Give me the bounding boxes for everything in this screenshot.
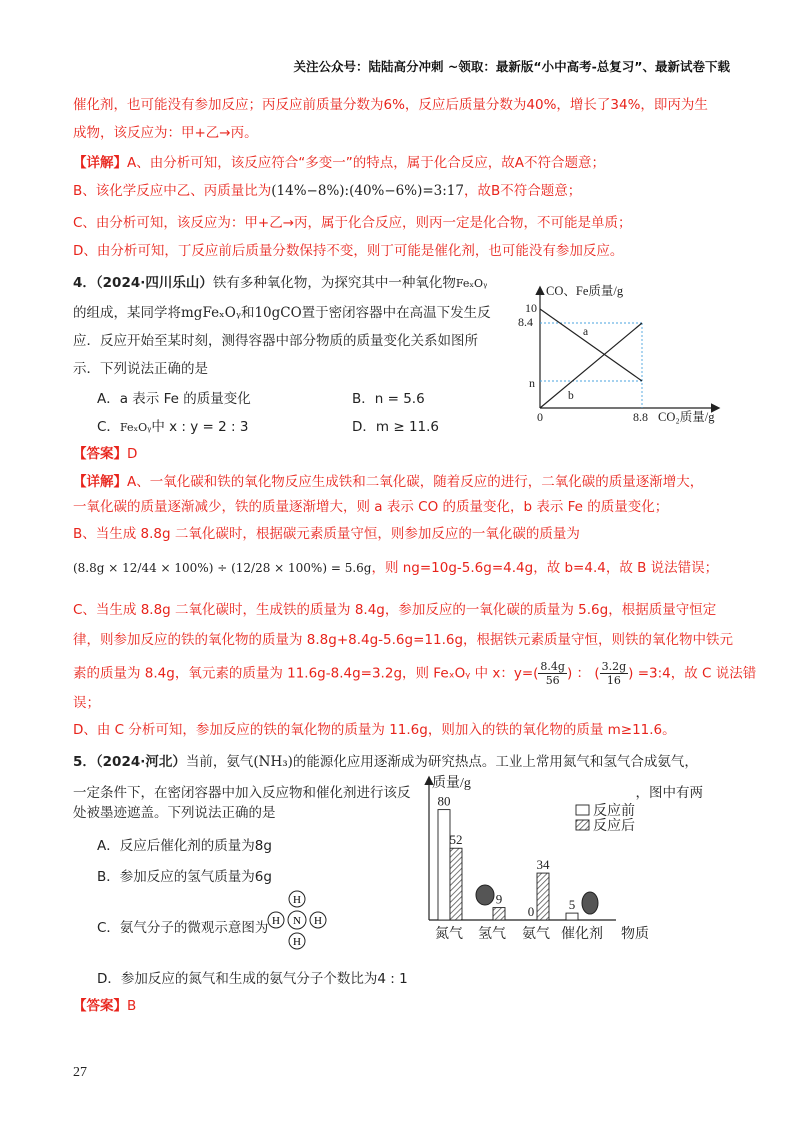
category-label-catalyst: 催化剂 bbox=[561, 927, 603, 942]
formula: mgFeₓOᵧ bbox=[181, 305, 241, 321]
q4-text: 铁有多种氧化物，为探究其中一种氧化物 bbox=[212, 275, 456, 291]
label-a: a bbox=[583, 326, 589, 338]
detail-line: C、由分析可知，该反应为：甲+乙→丙，属于化合反应，则丙一定是化合物，不可能是单质； bbox=[73, 215, 632, 231]
atom-label: H bbox=[314, 915, 322, 927]
x-tick-0: 0 bbox=[537, 410, 543, 424]
detail-text: 素的质量为 8.4g，氧元素的质量为 11.6g-8.4g=3.2g，则 FeₓOᵧ 中 x：y=( bbox=[73, 665, 539, 682]
legend-swatch-after bbox=[576, 820, 589, 830]
legend-label-after: 反应后 bbox=[593, 819, 635, 834]
detail-tag: 【详解】 bbox=[73, 474, 127, 490]
y-tick-n: n bbox=[529, 376, 535, 390]
atom-label: H bbox=[272, 915, 280, 927]
detail-text: ，故B不符合题意； bbox=[463, 183, 582, 199]
detail-line bbox=[73, 558, 718, 578]
detail-line: 律，则参加反应的铁的氧化物的质量为 8.8g+8.4g-5.6g=11.6g，根据铁元素质量守恒，则铁的氧化物中铁元 bbox=[73, 632, 734, 648]
q4-text: 置于密闭容器中在高温下发生反 bbox=[301, 305, 491, 321]
detail-text: A、由分析可知，该反应符合“多变一”的特点，属于化合反应，故A不符合题意； bbox=[127, 155, 605, 171]
detail-line bbox=[73, 660, 756, 687]
page-number: 27 bbox=[73, 1065, 87, 1080]
q4-source: （2024·四川乐山） bbox=[95, 275, 213, 291]
option-b[interactable]: B．参加反应的氢气质量为6g bbox=[97, 869, 272, 885]
bar-value-label: 5 bbox=[568, 897, 576, 913]
detail-text: ，则 ng=10g-5.6g=4.4g，故 b=4.4，故 B 说法错误； bbox=[371, 560, 719, 576]
q5-stem bbox=[73, 752, 698, 772]
q5-text: 一定条件下，在密闭容器中加入反应物和催化剂进行该反 bbox=[73, 785, 411, 801]
ratio-formula: (14%−8%):(40%−6%)=3:17 bbox=[271, 183, 464, 199]
line-b bbox=[540, 323, 642, 408]
q5-number: 5． bbox=[73, 754, 96, 770]
detail-text: ) ： ( bbox=[566, 665, 600, 682]
q4-number: 4． bbox=[73, 275, 96, 291]
q5-text: ，图中有两 bbox=[635, 785, 703, 801]
q4-stem: 示．下列说法正确的是 bbox=[73, 361, 208, 377]
detail-line: D、由 C 分析可知，参加反应的铁的氧化物的质量为 11.6g，则加入的铁的氧化物的质量 m≥11.6。 bbox=[73, 722, 676, 738]
bar-after-2 bbox=[537, 873, 549, 920]
analysis-line: 催化剂，也可能没有参加反应；丙反应前质量分数为6%，反应后质量分数为40%，增长了34%，即丙为生 bbox=[73, 97, 708, 113]
detail-line: C、当生成 8.8g 二氧化碳时，生成铁的质量为 8.4g，参加反应的一氧化碳的质量为 5.6g，根据质量守恒定 bbox=[73, 602, 717, 618]
q5-text: 当前，氨气 bbox=[185, 754, 254, 770]
option-b[interactable]: B．n = 5.6 bbox=[352, 391, 425, 407]
detail-text: A、一氧化碳和铁的氧化物反应生成铁和二氧化碳，随着反应的进行，二氧化碳的质量逐渐增大， bbox=[127, 474, 704, 490]
bar-value-label: 80 bbox=[437, 793, 451, 809]
ink-blot-hydrogen bbox=[476, 885, 494, 905]
answer-tag: 【答案】 bbox=[73, 446, 127, 462]
mass-change-chart bbox=[500, 278, 730, 438]
fraction-fe bbox=[538, 660, 567, 687]
bar-before-3 bbox=[566, 913, 578, 920]
x-tick-8-8: 8.8 bbox=[633, 410, 648, 424]
option-d[interactable]: D．m ≥ 11.6 bbox=[352, 419, 439, 435]
label-b: b bbox=[568, 390, 574, 402]
mass-bar-chart bbox=[418, 770, 668, 945]
fraction-denominator: 16 bbox=[606, 674, 621, 687]
detail-text: B、该化学反应中乙、丙质量比为 bbox=[73, 183, 272, 199]
q4-stem: 应．反应开始至某时刻，测得容器中部分物质的质量变化关系如图所 bbox=[73, 333, 478, 349]
y-tick-8-4: 8.4 bbox=[518, 315, 533, 329]
atom-label: N bbox=[293, 915, 301, 927]
detail-line: 误； bbox=[73, 695, 100, 711]
answer-tag: 【答案】 bbox=[73, 998, 127, 1014]
option-a[interactable]: A．反应后催化剂的质量为8g bbox=[97, 838, 272, 854]
option-c[interactable] bbox=[97, 415, 248, 435]
ammonia-molecule-diagram bbox=[265, 888, 329, 952]
answer-value: B bbox=[127, 998, 137, 1014]
bar-value-label: 34 bbox=[536, 857, 550, 873]
detail-tag: 【详解】 bbox=[73, 155, 127, 171]
answer-line bbox=[73, 996, 136, 1016]
detail-line: B、当生成 8.8g 二氧化碳时，根据碳元素质量守恒，则参加反应的一氧化碳的质量为 bbox=[73, 526, 580, 542]
detail-line: D、由分析可知，丁反应前后质量分数保持不变，则丁可能是催化剂，也可能没有参加反应。 bbox=[73, 243, 624, 259]
analysis-line: 成物，该反应为：甲+乙→丙。 bbox=[73, 125, 258, 141]
bar-after-0 bbox=[450, 848, 462, 920]
category-label-n2: 氮气 bbox=[435, 927, 463, 942]
fraction-numerator: 8.4g bbox=[540, 660, 565, 673]
page-header: 关注公众号：陆陆高分冲刺 ~领取：最新版“小中高考-总复习”、最新试卷下载 bbox=[293, 59, 730, 74]
bar-value-label: 0 bbox=[527, 904, 535, 919]
q5-stem: 处被墨迹遮盖。下列说法正确的是 bbox=[73, 805, 276, 821]
answer-line bbox=[73, 444, 137, 464]
bar-after-1 bbox=[493, 908, 505, 920]
option-a[interactable]: A．a 表示 Fe 的质量变化 bbox=[97, 391, 251, 407]
option-c[interactable]: C．氨气分子的微观示意图为 bbox=[97, 920, 269, 936]
detail-line bbox=[73, 472, 703, 492]
y-axis-label: CO、Fe质量/g bbox=[546, 284, 624, 298]
legend-swatch-before bbox=[576, 805, 589, 815]
bar-value-label: 52 bbox=[449, 832, 463, 848]
formula: FeₓOᵧ bbox=[119, 421, 152, 434]
atom-label: H bbox=[293, 936, 301, 948]
detail-line: 一氧化碳的质量逐渐减少，铁的质量逐渐增大，则 a 表示 CO 的质量变化，b 表示 Fe 的质量变化； bbox=[73, 499, 669, 515]
ink-blot-catalyst bbox=[582, 892, 598, 914]
option-d[interactable]: D．参加反应的氮气和生成的氨气分子个数比为4 : 1 bbox=[97, 971, 408, 987]
detail-line bbox=[73, 153, 605, 173]
detail-text: ) =3:4，故 C 说法错 bbox=[628, 665, 757, 682]
detail-line bbox=[73, 181, 581, 201]
fraction-denominator: 56 bbox=[545, 674, 560, 687]
q4-stem bbox=[73, 303, 491, 323]
q4-text: 的组成，某同学将 bbox=[73, 305, 181, 321]
answer-value: D bbox=[127, 446, 138, 462]
legend-label-before: 反应前 bbox=[593, 804, 635, 819]
fraction-o bbox=[600, 660, 629, 687]
option-text: 中 x : y = 2 : 3 bbox=[151, 419, 249, 435]
q4-stem bbox=[73, 273, 487, 294]
formula: 10gCO bbox=[254, 305, 302, 321]
y-tick-10: 10 bbox=[525, 301, 537, 315]
bar-value-label: 9 bbox=[495, 891, 503, 907]
x-axis-label: CO₂质量/g bbox=[658, 410, 715, 424]
bar-before-0 bbox=[438, 810, 450, 920]
q5-text: 的能源化应用逐渐成为研究热点。工业上常用氮气和氢气合成氨气， bbox=[292, 754, 698, 770]
y-axis-label: 质量/g bbox=[432, 776, 471, 791]
option-text: C． bbox=[97, 419, 120, 435]
q5-source: （2024·河北） bbox=[95, 754, 186, 770]
x-axis-label: 物质 bbox=[621, 927, 649, 942]
category-label-h2: 氢气 bbox=[478, 927, 506, 942]
formula: FeₓOᵧ bbox=[455, 277, 488, 290]
category-label-nh3: 氨气 bbox=[522, 927, 550, 942]
q4-text: 和 bbox=[240, 305, 255, 321]
formula: (NH₃) bbox=[253, 754, 293, 770]
co-mass-formula: (8.8g × 12/44 × 100%) ÷ (12/28 × 100%) = 5.6g bbox=[73, 561, 372, 575]
line-a bbox=[540, 309, 642, 381]
atom-label: H bbox=[293, 894, 301, 906]
fraction-numerator: 3.2g bbox=[601, 660, 627, 673]
